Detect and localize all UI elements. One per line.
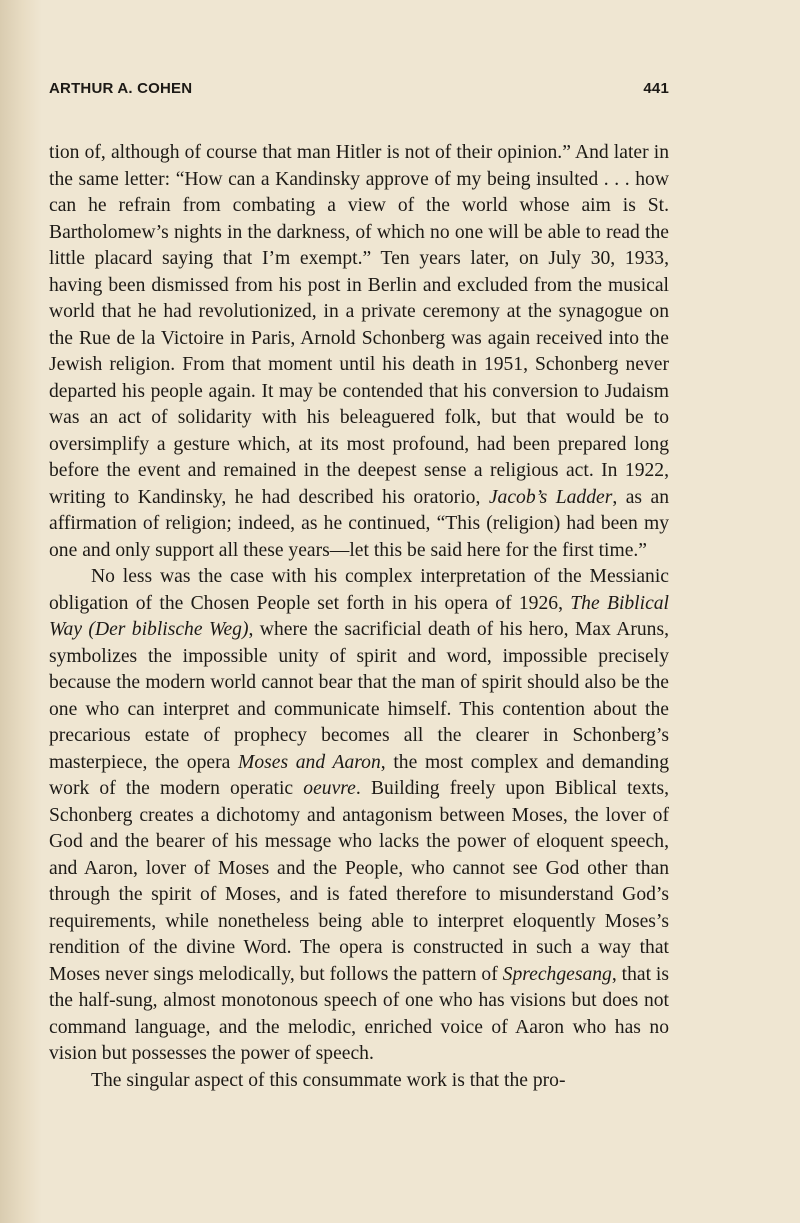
work-title-moses-and-aaron: Moses and Aaron — [238, 751, 381, 773]
paragraph-text: . Building freely upon Biblical texts, Schonberg creates a dichotomy and antagonism between Moses, the lover of God and the bearer of his message who lacks the power of eloquent speech, and Aaron, lover of Moses and the People, who cannot see God other than through the spirit of Moses, and is fated therefore to misunderstand God’s requirements, while nonetheless being able to interpret eloquently Moses’s rendition of the divine Word. The opera is constructed in such a way that Moses never sings melodically, but follows the pattern of — [49, 778, 669, 985]
paragraph-text: tion of, although of course that man Hitler is not of their opinion.” And later in the same letter: “How can a Kandinsky approve of my being insulted . . . how can he refrain from combating a view of the world whose aim is St. Bartholomew’s nights in the darkness, of which no one will be able to read the little placard saying that I’m exempt.” Ten years later, on July 30, 1933, having been dismissed from his post in Berlin and excluded from the musical world that he had revolutionized, in a private ceremony at the synagogue on the Rue de la Victoire in Paris, Arnold Schonberg was again received into the Jewish religion. From that moment until his death in 1951, Schonberg never departed his people again. It may be contended that his conversion to Judaism was an act of solidarity with his beleaguered folk, but that would be to oversimplify a gesture which, at its most profound, had been prepared long before the event and remained in the deepest sense a religious act. In 1922, writing to Kandinsky, he had described his oratorio, — [49, 142, 669, 508]
paragraph-text: No less was the case with his complex interpretation of the Messianic obligation of the Chosen People set forth in his opera of 1926, — [49, 566, 669, 614]
paragraph-text: , the most complex and demanding work of the modern operatic — [49, 751, 669, 799]
paragraph-2 — [49, 564, 669, 1068]
paragraph-text: , where the sacrificial death of his hero, Max Aruns, symbolizes the impossible unity of spirit and word, impossible precisely because the modern world cannot bear that the man of spirit should also be the one who can interpret and communicate himself. This contention about the precarious estate of prophecy becomes all the clearer in Schonberg’s masterpiece, the opera — [49, 619, 669, 773]
paragraph-text: The singular aspect of this consummate work is that the pro- — [91, 1069, 566, 1091]
paragraph-text: , that is the half-sung, almost monotonous speech of one who has visions but does not command language, and the melodic, enriched voice of Aaron who has no vision but possesses the power of speech. — [49, 963, 670, 1064]
paragraph-3 — [49, 1068, 669, 1095]
paragraph-text: , as an affirmation of religion; indeed, as he continued, “This (religion) had been my one and only support all these years—let this be said here for the first time.” — [49, 486, 669, 561]
italic-term-sprechgesang: Sprechgesang — [502, 963, 612, 985]
paragraph-1 — [49, 140, 669, 564]
italic-term-oeuvre: oeuvre — [303, 778, 356, 799]
page-number: 441 — [643, 80, 669, 97]
body-text — [49, 140, 669, 1094]
page-gutter-shadow — [0, 0, 42, 1223]
work-title-biblical-way: The Biblical Way (Der biblische Weg) — [49, 592, 670, 640]
running-head-author: ARTHUR A. COHEN — [49, 80, 193, 97]
work-title-jacobs-ladder: Jacob’s Ladder — [488, 486, 613, 508]
running-header — [49, 80, 669, 104]
